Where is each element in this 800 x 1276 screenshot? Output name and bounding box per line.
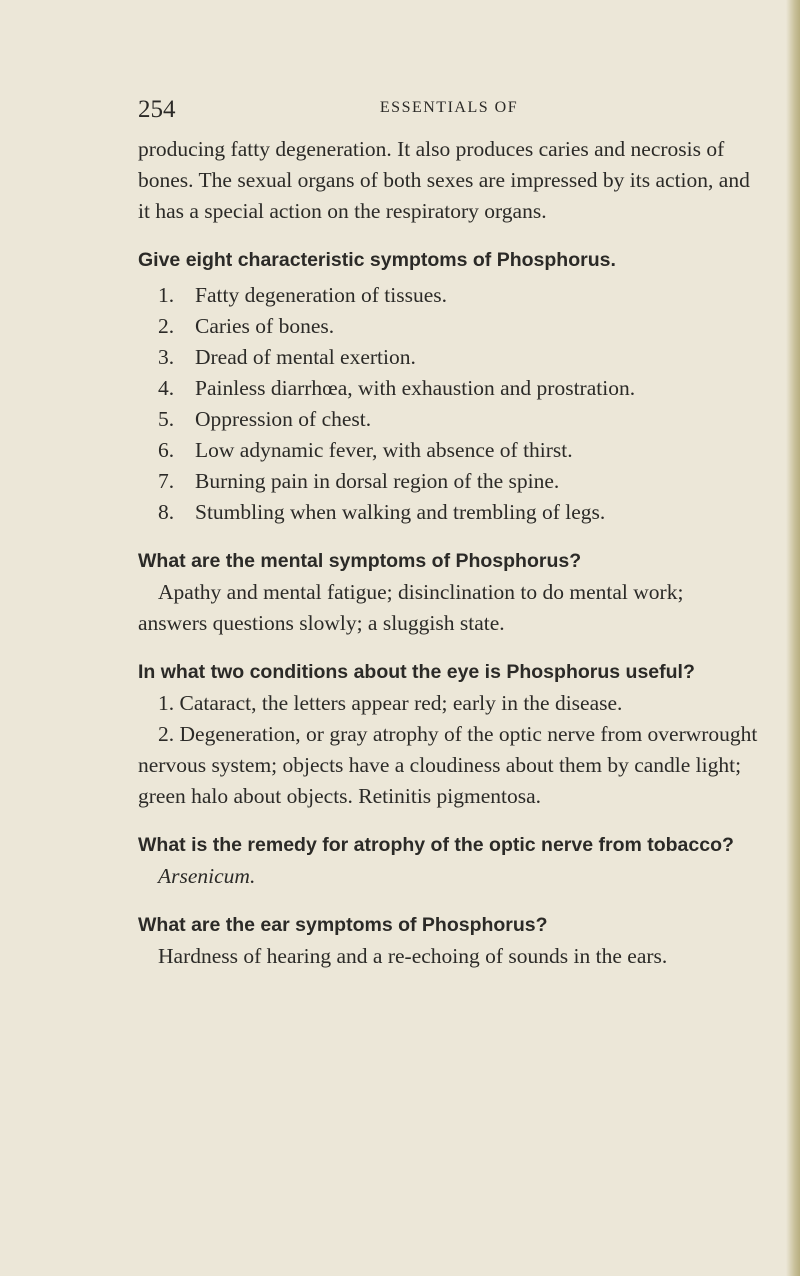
eye-condition-1: 1. Cataract, the letters appear red; early in the disease.: [158, 691, 623, 715]
page-body: [138, 134, 758, 972]
question-symptoms: Give eight characteristic symptoms of Phosphorus.: [138, 249, 616, 271]
question-optic-remedy: What is the remedy for atrophy of the optic nerve from tobacco?: [138, 834, 734, 856]
page-edge-shadow: [786, 0, 800, 1276]
answer-optic-remedy: Arsenicum.: [158, 864, 256, 888]
intro-paragraph: producing fatty degeneration. It also produces caries and necrosis of bones. The sexual organs of both sexes are impressed by its action, and it has a special action on the respiratory organs.: [138, 137, 750, 223]
running-head: ESSENTIALS OF: [379, 99, 519, 116]
page-header: [138, 96, 760, 126]
answer-mental-symptoms: Apathy and mental fatigue; disinclination to do mental work; answers questions slowly; a sluggish state.: [138, 580, 684, 635]
list-item: 6. Low adynamic fever, with absence of thirst.: [158, 438, 573, 462]
page-number: 254: [138, 96, 176, 123]
question-eye-conditions: In what two conditions about the eye is Phosphorus useful?: [138, 661, 695, 683]
question-ear-symptoms: What are the ear symptoms of Phosphorus?: [138, 914, 548, 936]
list-item: 5. Oppression of chest.: [158, 407, 372, 431]
eye-condition-2: 2. Degeneration, or gray atrophy of the optic nerve from overwrought nervous system; objects have a cloudiness about them by candle light; green halo about objects. Retinitis pigmentosa.: [138, 722, 758, 808]
question-mental-symptoms: What are the mental symptoms of Phosphorus?: [138, 550, 582, 572]
list-item: 7. Burning pain in dorsal region of the spine.: [158, 469, 560, 493]
list-item: 3. Dread of mental exertion.: [158, 345, 416, 369]
list-item: 2. Caries of bones.: [158, 314, 335, 338]
list-item: 1. Fatty degeneration of tissues.: [158, 283, 447, 307]
list-item: 8. Stumbling when walking and trembling of legs.: [158, 500, 606, 524]
answer-ear-symptoms: Hardness of hearing and a re-echoing of sounds in the ears.: [158, 944, 668, 968]
list-item: 4. Painless diarrhœa, with exhaustion and prostration.: [158, 376, 636, 400]
symptoms-list: [138, 280, 758, 528]
